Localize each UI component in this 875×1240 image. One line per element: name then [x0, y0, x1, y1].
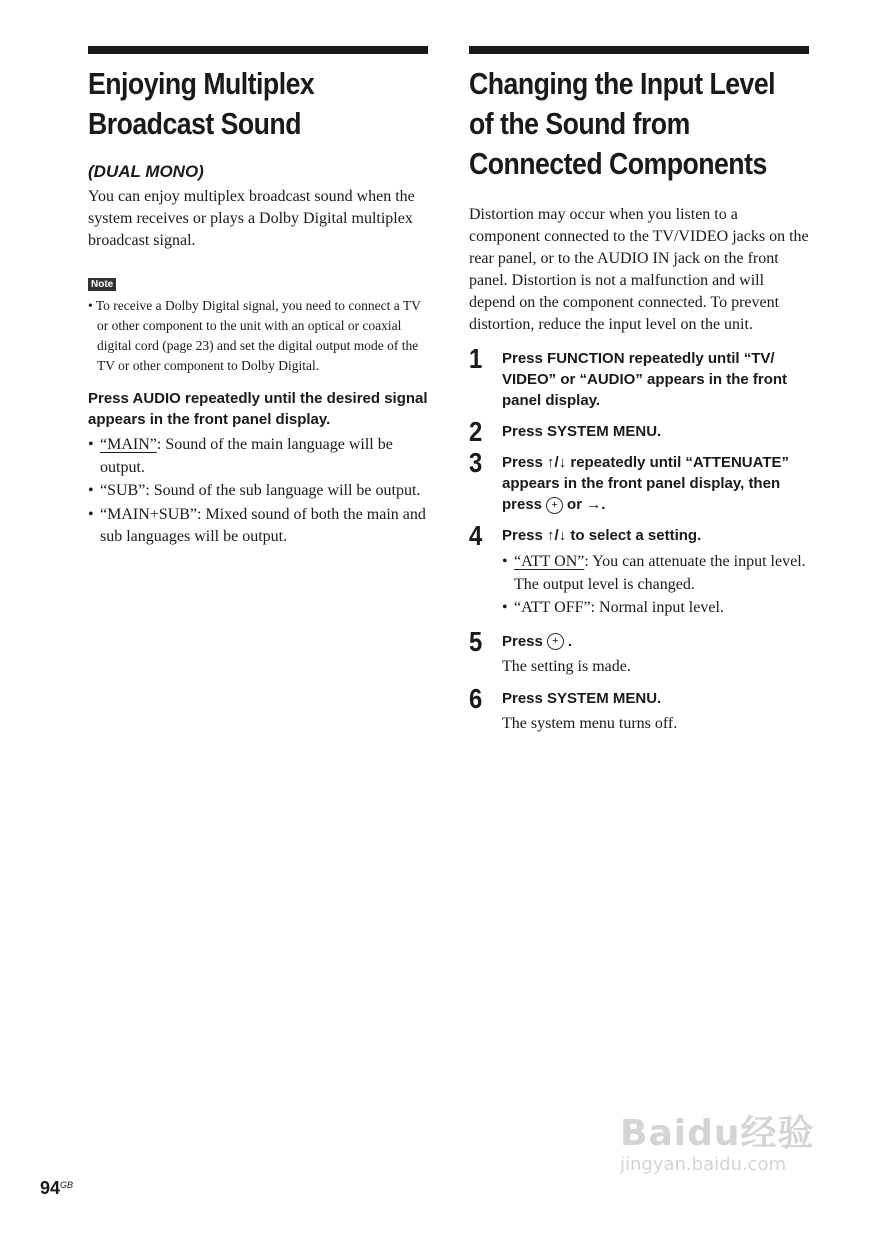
step-text: Press ↑/↓ repeatedly until “ATTENUATE” appears in the front panel display, then press + or →. [502, 454, 789, 513]
step-2 [469, 416, 809, 447]
list-item: • “SUB”: Sound of the sub language will be output. [88, 480, 428, 503]
section-title: Enjoying Multiplex Broadcast Sound [88, 66, 315, 141]
step-text: Press SYSTEM MENU. [502, 423, 662, 440]
section-rule [88, 46, 428, 54]
page-suffix: GB [60, 1180, 74, 1190]
step-6 [469, 682, 809, 735]
step-4 [469, 520, 809, 620]
list-item: • “MAIN+SUB”: Mixed sound of both the main and sub languages will be output. [88, 504, 428, 549]
left-column [88, 46, 428, 550]
intro-paragraph: Distortion may occur when you listen to a component connected to the TV/VIDEO jacks on the rear panel, or to the AUDIO IN jack on the front panel. Distortion is not a malfunction and will depend on the component connected. To prevent distortion, reduce the input level on the unit. [469, 206, 809, 333]
list-item: • “MAIN”: Sound of the main language will be output. [88, 434, 428, 479]
step-number: 2 [469, 416, 483, 447]
step-number: 6 [469, 682, 483, 714]
step-result: The system menu turns off. [502, 714, 678, 732]
step-number: 5 [469, 625, 483, 657]
page-number: $94^{GB}$ [40, 1178, 74, 1198]
watermark-logo: Baidu经验 [620, 1113, 815, 1154]
right-column [469, 46, 809, 735]
instruction: Press AUDIO repeatedly until the desired signal appears in the front panel display. [88, 390, 428, 428]
step-number: 3 [469, 447, 483, 478]
step-number: 1 [469, 343, 483, 374]
intro-paragraph: You can enjoy multiplex broadcast sound when the system receives or plays a Dolby Digital multiplex broadcast signal. [88, 188, 415, 249]
note-badge: Note [88, 278, 116, 291]
list-item: • “ATT ON”: You can attenuate the input level. The output level is changed. [502, 551, 809, 596]
step-text: Press ↑/↓ to select a setting. [502, 527, 702, 544]
section-rule [469, 46, 809, 54]
section-subtitle: (DUAL MONO) [88, 162, 204, 181]
option-list [88, 434, 428, 549]
setting-list [502, 551, 809, 620]
enter-button-icon: + [547, 633, 564, 650]
list-item: • “ATT OFF”: Normal input level. [502, 597, 809, 620]
step-result: The setting is made. [502, 657, 631, 675]
step-text: Press FUNCTION repeatedly until “TV/ VIDEO” or “AUDIO” appears in the front panel display. [502, 350, 788, 409]
step-text: Press + . [502, 632, 573, 650]
enter-button-icon: + [546, 497, 563, 514]
note-text: • To receive a Dolby Digital signal, you need to connect a TV or other component to the unit with an optical or coaxial digital cord (page 23) and set the digital output mode of the TV or other component to Dolby Digital. [88, 298, 421, 373]
step-1 [469, 343, 809, 411]
watermark [620, 1105, 814, 1175]
step-text: Press SYSTEM MENU. [502, 689, 662, 707]
step-3 [469, 447, 809, 515]
watermark-url: jingyan.baidu.com [620, 1154, 787, 1175]
step-number: 4 [469, 520, 483, 551]
section-title: Changing the Input Level of the Sound from Connected Components [469, 66, 776, 181]
step-5 [469, 625, 809, 678]
